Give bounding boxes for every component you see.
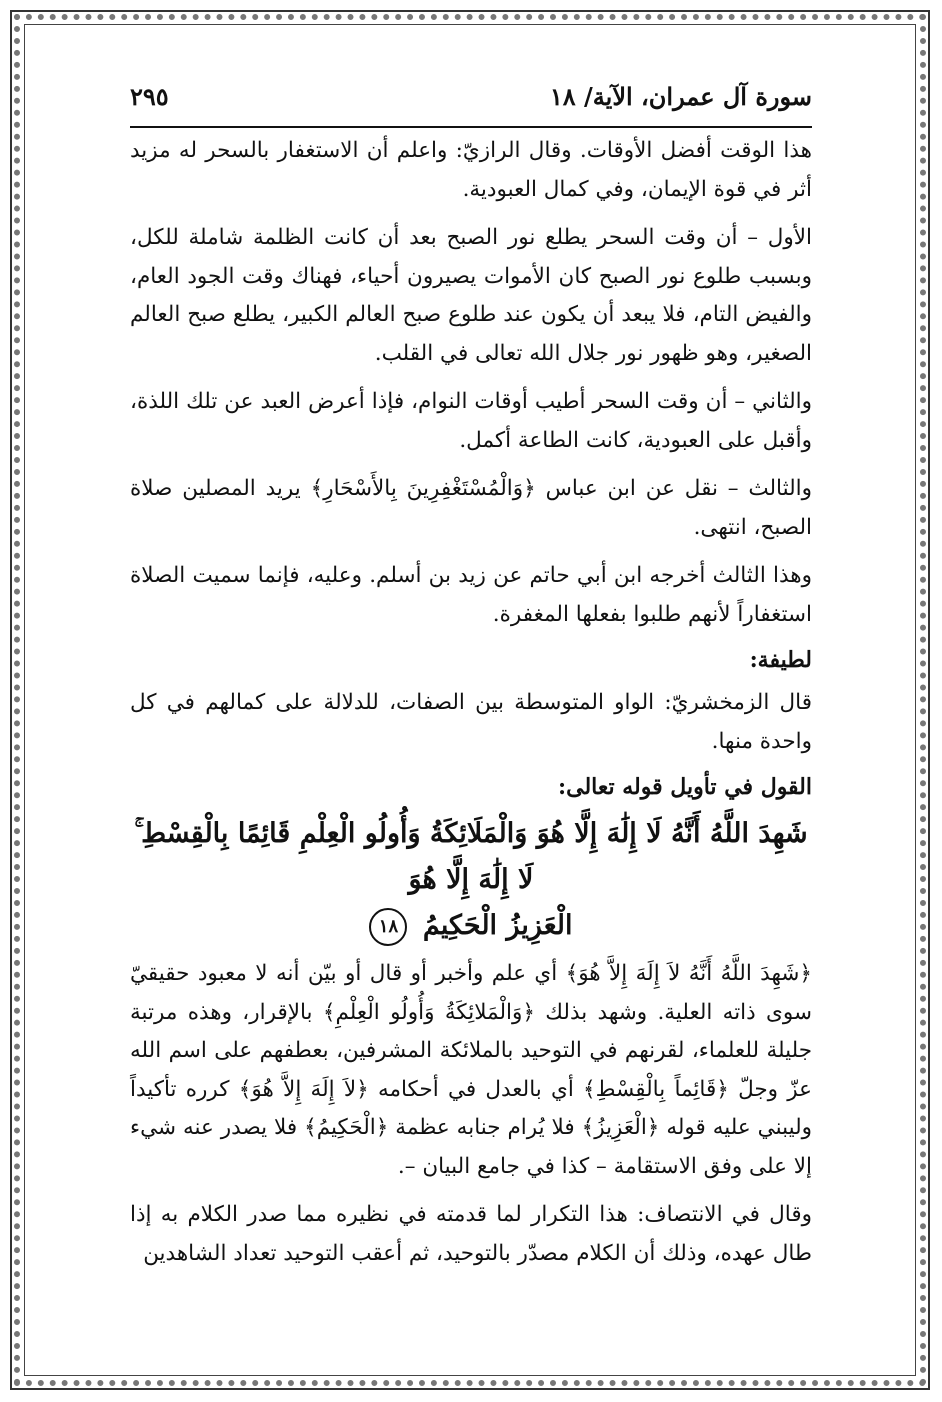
page-content [130, 82, 812, 1273]
verse-line-2 [130, 903, 812, 949]
paragraph-8: وقال في الانتصاف: هذا التكرار لما قدمته في نظيره مما صدر الكلام به إذا طال عهده، وذلك أن الكلام مصدّر بالتوحيد، ثم أعقب التوحيد تعداد الشاهدين [130, 1202, 812, 1266]
lateefa-heading: لطيفة: [749, 647, 812, 673]
tafsir-heading: القول في تأويل قوله تعالى: [558, 774, 812, 800]
verse-line-2-text: الْعَزِيزُ الْحَكِيمُ [422, 910, 573, 941]
quran-verse [130, 811, 812, 949]
paragraph-3: والثاني – أن وقت السحر أطيب أوقات النوام، فإذا أعرض العبد عن تلك اللذة، وأقبل على العبودية، كانت الطاعة أكمل. [130, 389, 812, 453]
verse-line-1: شَهِدَ اللَّهُ أَنَّهُ لَا إِلَٰهَ إِلَّا هُوَ وَالْمَلَائِكَةُ وَأُولُو الْعِلْمِ قَائِمًا بِالْقِسْطِ ۚ لَا إِلَٰهَ إِلَّا هُوَ [134, 818, 808, 895]
header-title: سورة آل عمران، الآية/ ١٨ [549, 82, 812, 111]
paragraph-6: قال الزمخشريّ: الواو المتوسطة بين الصفات، للدلالة على كمالهم في كل واحدة منها. [130, 690, 812, 754]
paragraph-7: ﴿شَهِدَ اللَّهُ أَنَّهُ لاَ إِلَهَ إِلاَّ هُوَ﴾ أي علم وأخبر أو قال أو بيّن أنه لا معبود حقيقيّ سوى ذاته العلية. وشهد بذلك ﴿وَالْمَلائِكَةُ وَأُولُو الْعِلْمِ﴾ بالإقرار، وهذه مرتبة جليلة للعلماء، لقرنهم في التوحيد بالملائكة المشرفين، بعطفهم على اسم الله عزّ وجلّ ﴿قَائِماً بِالْقِسْطِ﴾ أي بالعدل في أحكامه ﴿لاَ إِلَهَ إِلاَّ هُوَ﴾ كرره تأكيداً وليبني عليه قوله ﴿الْعَزِيزُ﴾ فلا يُرام جنابه عظمة ﴿الْحَكِيمُ﴾ فلا يصدر عنه شيء إلا على وفق الاستقامة – كذا في جامع البيان –. [130, 961, 812, 1179]
page-number: ٢٩٥ [130, 82, 169, 111]
paragraph-5: وهذا الثالث أخرجه ابن أبي حاتم عن زيد بن أسلم. وعليه، فإنما سميت الصلاة استغفاراً لأنهم طلبوا بفعلها المغفرة. [130, 563, 812, 627]
paragraph-2: الأول – أن وقت السحر يطلع نور الصبح بعد أن كانت الظلمة شاملة للكل، وبسبب طلوع نور الصبح كان الأموات يصيرون أحياء، فهناك وقت الجود العام، والفيض التام، فلا يبعد أن يكون عند طلوع صبح العالم الكبير، يطلع صبح العالم الصغير، وهو ظهور نور جلال الله تعالى في القلب. [130, 225, 812, 366]
paragraph-1: هذا الوقت أفضل الأوقات. وقال الرازيّ: واعلم أن الاستغفار بالسحر له مزيد أثر في قوة الإيمان، وفي كمال العبودية. [130, 138, 812, 202]
verse-number-badge: ١٨ [369, 908, 407, 946]
running-header [130, 82, 812, 128]
paragraph-4: والثالث – نقل عن ابن عباس ﴿وَالْمُسْتَغْفِرِينَ بِالأَسْحَارِ﴾ يريد المصلين صلاة الصبح، انتهى. [130, 476, 812, 540]
